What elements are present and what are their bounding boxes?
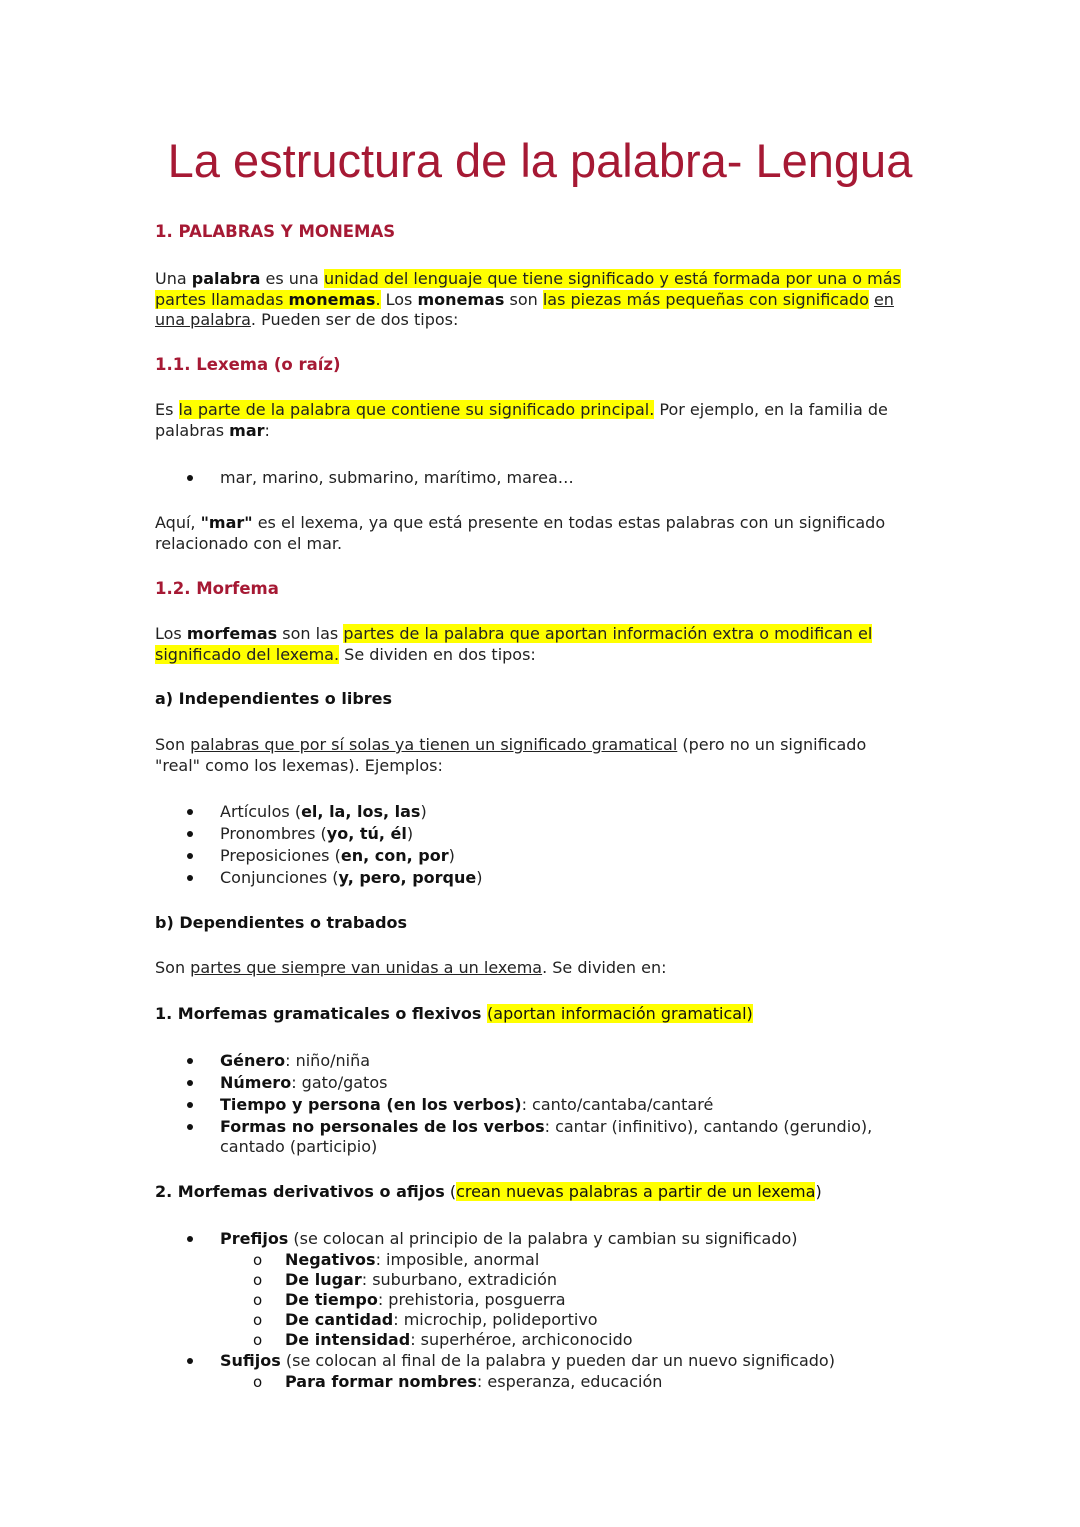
section-heading-palabras-monemas: 1. PALABRAS Y MONEMAS xyxy=(155,222,396,241)
highlight: unidad del lenguaje que tiene significado y está formada por una o más partes llamadas monemas. xyxy=(155,269,901,309)
sublist-item: o De cantidad: microchip, polideportivo xyxy=(155,1310,915,1330)
paragraph-morfema-definition: Los morfemas son las partes de la palabra que aportan información extra o modifican el significado del lexema. Se dividen en dos tipos: xyxy=(155,624,873,664)
list-item: Preposiciones (en, con, por) xyxy=(155,845,915,867)
derivativos-list xyxy=(155,1228,915,1392)
subheading-gramaticales: 1. Morfemas gramaticales o flexivos (aportan información gramatical) xyxy=(155,1004,753,1023)
highlight: (aportan información gramatical) xyxy=(487,1004,753,1023)
list-item-prefijos: Prefijos (se colocan al principio de la palabra y cambian su significado) o Negativos: imposible, anormal o De lugar: suburbano, extradición o De tiempo: prehistoria, posguerra o De cantidad: microchip, polideportivo o De intensidad: superhéroe, archiconocido xyxy=(155,1228,915,1350)
sublist-item: o De lugar: suburbano, extradición xyxy=(155,1270,915,1290)
list-item: Conjunciones (y, pero, porque) xyxy=(155,867,915,889)
sublist-item: o Negativos: imposible, anormal xyxy=(155,1250,915,1270)
page-title: La estructura de la palabra- Lengua xyxy=(167,134,913,187)
list-item: mar, marino, submarino, marítimo, marea… xyxy=(155,467,915,489)
paragraph-lexema-explanation: Aquí, "mar" es el lexema, ya que está presente en todas estas palabras con un significado relacionado con el mar. xyxy=(155,513,886,553)
list-item: Género: niño/niña xyxy=(155,1050,915,1072)
paragraph-dependientes: Son partes que siempre van unidas a un lexema. Se dividen en: xyxy=(155,958,667,977)
list-item: Tiempo y persona (en los verbos): canto/cantaba/cantaré xyxy=(155,1094,915,1116)
independientes-list xyxy=(155,801,915,889)
section-heading-lexema: 1.1. Lexema (o raíz) xyxy=(155,355,341,374)
highlight: la parte de la palabra que contiene su significado principal. xyxy=(178,400,655,419)
highlight: las piezas más pequeñas con significado xyxy=(542,289,869,309)
list-item-sufijos: Sufijos (se colocan al final de la palabra y pueden dar un nuevo significado) o Para formar nombres: esperanza, educación xyxy=(155,1350,915,1392)
highlight: partes de la palabra que aportan información extra o modifican el significado del lexema. xyxy=(155,624,873,664)
lexema-example-list xyxy=(155,467,915,489)
sublist-item: o Para formar nombres: esperanza, educación xyxy=(155,1372,915,1392)
paragraph-independientes: Son palabras que por sí solas ya tienen un significado gramatical (pero no un significado "real" como los lexemas). Ejemplos: xyxy=(155,735,867,775)
section-heading-morfema: 1.2. Morfema xyxy=(155,579,279,598)
sublist-item: o De tiempo: prehistoria, posguerra xyxy=(155,1290,915,1310)
subheading-dependientes: b) Dependientes o trabados xyxy=(155,913,408,932)
list-item: Artículos (el, la, los, las) xyxy=(155,801,915,823)
list-item: Formas no personales de los verbos: cantar (infinitivo), cantando (gerundio), cantado (participio) xyxy=(155,1116,915,1157)
subheading-independientes: a) Independientes o libres xyxy=(155,689,393,708)
sublist-item: o De intensidad: superhéroe, archiconocido xyxy=(155,1330,915,1350)
list-item: Número: gato/gatos xyxy=(155,1072,915,1094)
sufijos-sublist xyxy=(220,1372,915,1392)
list-item: Pronombres (yo, tú, él) xyxy=(155,823,915,845)
subheading-derivativos: 2. Morfemas derivativos o afijos (crean nuevas palabras a partir de un lexema) xyxy=(155,1182,822,1201)
paragraph-lexema-definition: Es la parte de la palabra que contiene su significado principal. Por ejemplo, en la familia de palabras mar: xyxy=(155,400,888,440)
prefijos-sublist xyxy=(220,1250,915,1350)
gramaticales-list xyxy=(155,1050,915,1157)
paragraph-palabra-definition: Una palabra es una unidad del lenguaje que tiene significado y está formada por una o más partes llamadas monemas. Los monemas son las piezas más pequeñas con significado en una palabra. Pueden ser de dos tipos: xyxy=(155,269,901,329)
highlight: crean nuevas palabras a partir de un lexema xyxy=(456,1182,816,1201)
